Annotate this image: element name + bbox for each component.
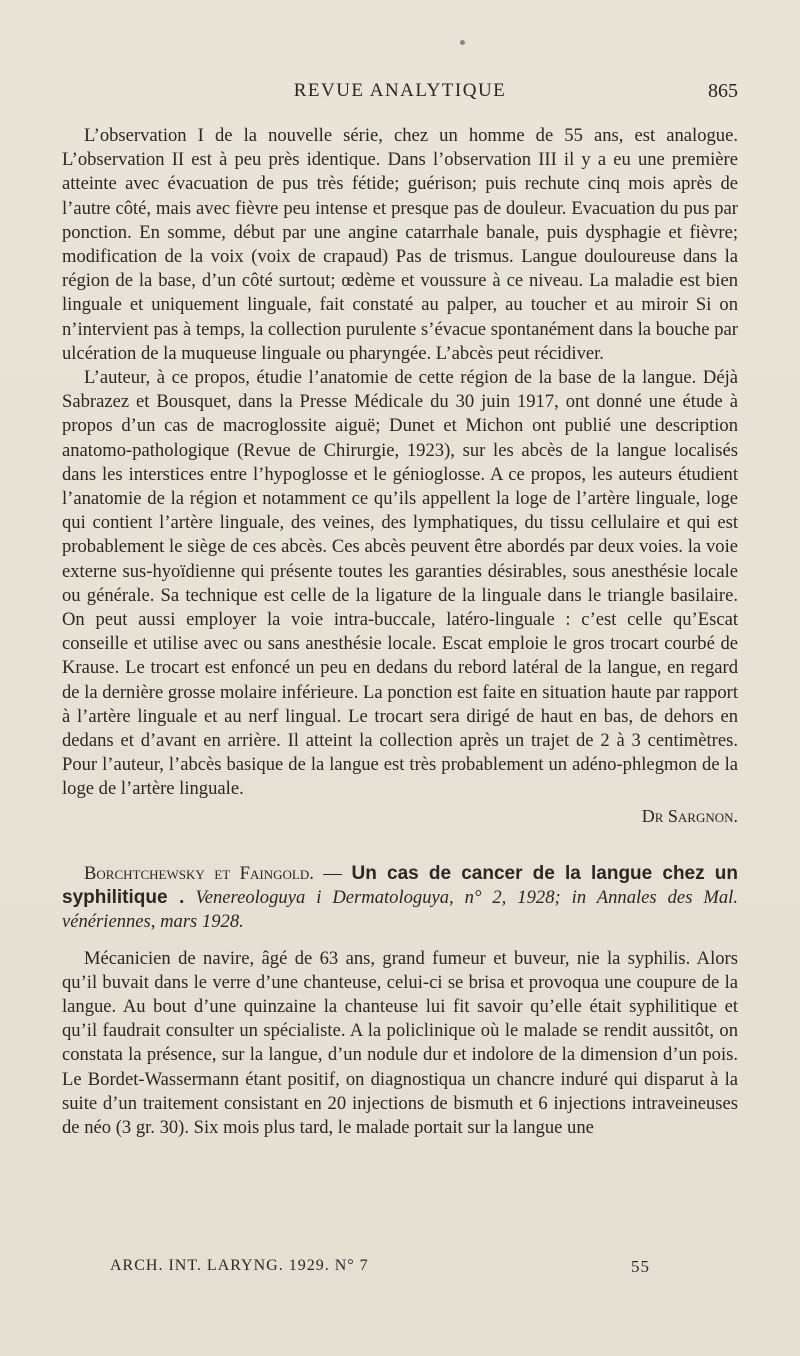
article-heading	[62, 862, 738, 935]
page-body	[62, 124, 738, 1140]
page-footer	[110, 1257, 650, 1281]
article-body: Mécanicien de navire, âgé de 63 ans, grand fumeur et buveur, nie la syphilis. Alors qu’il buvait dans le verre d’une chanteuse, celui-ci se brisa et provoqua une coupure de la langue. Au bout d’une quinzaine la chanteuse lui fit savoir qu’elle était syphilitique et qu’il faudrait consulter un spécialiste. A la policlinique où le malade se rendit aussitôt, on constata la présence, sur la langue, d’un nodule dur et indolore de la dimension d’un pois. Le Bordet-Wassermann étant positif, on diagnostiqua un chancre induré qui disparut à la suite d’un traitement consistant en 20 injections de bismuth et 6 injections intraveineuses de néo (3 gr. 30). Six mois plus tard, le malade portait sur la langue une	[62, 947, 738, 1138]
sheet-number: 55	[631, 1257, 650, 1276]
paragraph-anatomy: L’auteur, à ce propos, étudie l’anatomie de cette région de la base de la langue. Déjà Sabrazez et Bousquet, dans la Presse Médicale du 30 juin 1917, ont donné une étude à propos d’un cas de macroglossite aiguë; Dunet et Michon ont publié une description anatomo-pathologique (Revue de Chirurgie, 1923), sur les abcès de la langue localisés dans les interstices entre l’hypoglosse et le génioglosse. A ce propos, les auteurs étudient l’anatomie de la région et notamment ce qu’ils appellent la loge de l’artère linguale, loge qui contient l’artère linguale, des veines, des lymphatiques, du tissu cellulaire et qui est probablement le siège de ces abcès. Ces abcès peuvent être abordés par deux voies. la voie externe sus-hyoïdienne qui présente toutes les garanties désirables, sous anesthésie locale ou générale. Sa technique est celle de la ligature de la linguale dans le triangle basilaire. On peut aussi employer la voie intra-buccale, latéro-linguale : c’est celle qu’Escat conseille et utilise avec ou sans anesthésie locale. Escat emploie le gros trocart courbé de Krause. Le trocart est enfoncé un peu en dedans du rebord latéral de la langue, en regard de la dernière grosse molaire inférieure. La ponction est faite en situation haute par rapport à l’artère linguale et au nerf lingual. Le trocart sera dirigé de haut en bas, de dehors en dedans et d’avant en arrière. Il atteint la collection après un trajet de 2 à 3 centimètres. Pour l’auteur, l’abcès basique de la langue est très probablement un adéno-phlegmon de la loge de l’artère linguale.	[62, 367, 738, 800]
page-number: 865	[708, 80, 738, 102]
paragraph-observations: L’observation I de la nouvelle série, chez un homme de 55 ans, est analogue. L’observation II est à peu près identique. Dans l’observation III il y a eu une première atteinte avec évacuation de pus très fétide; guérison; puis rechute cinq mois après de l’autre côté, mais avec fièvre peu intense et presque pas de douleur. Evacuation du pus par ponction. En somme, début par une angine catarrhale banale, puis dysphagie et fièvre; modification de la voix (voix de crapaud) Pas de trismus. Langue douloureuse dans la région de la base, d’un côté surtout; œdème et voussure à ce niveau. La maladie est bien linguale et uniquement linguale, fait constaté au palper, au toucher et au miroir Si on n’intervient pas à temps, la collection purulente s’évacue spontanément dans la bouche par ulcération de la muqueuse linguale ou pharyngée. L’abcès peut récidiver.	[62, 125, 738, 364]
review-signature: Dr Sargnon.	[641, 805, 738, 826]
article-title: Un cas de cancer de la langue chez un syphilitique .	[62, 862, 738, 909]
article-authors: Borchtchewsky et Faingold. —	[84, 862, 343, 884]
page-header	[62, 80, 738, 108]
running-title: REVUE ANALYTIQUE	[293, 80, 507, 101]
speck	[460, 40, 465, 45]
journal-signature: ARCH. INT. LARYNG. 1929. N° 7	[110, 1257, 369, 1274]
article-citation: Venereologuya i Dermatologuya, n° 2, 1928; in Annales des Mal. vénériennes, mars 1928.	[62, 887, 738, 933]
